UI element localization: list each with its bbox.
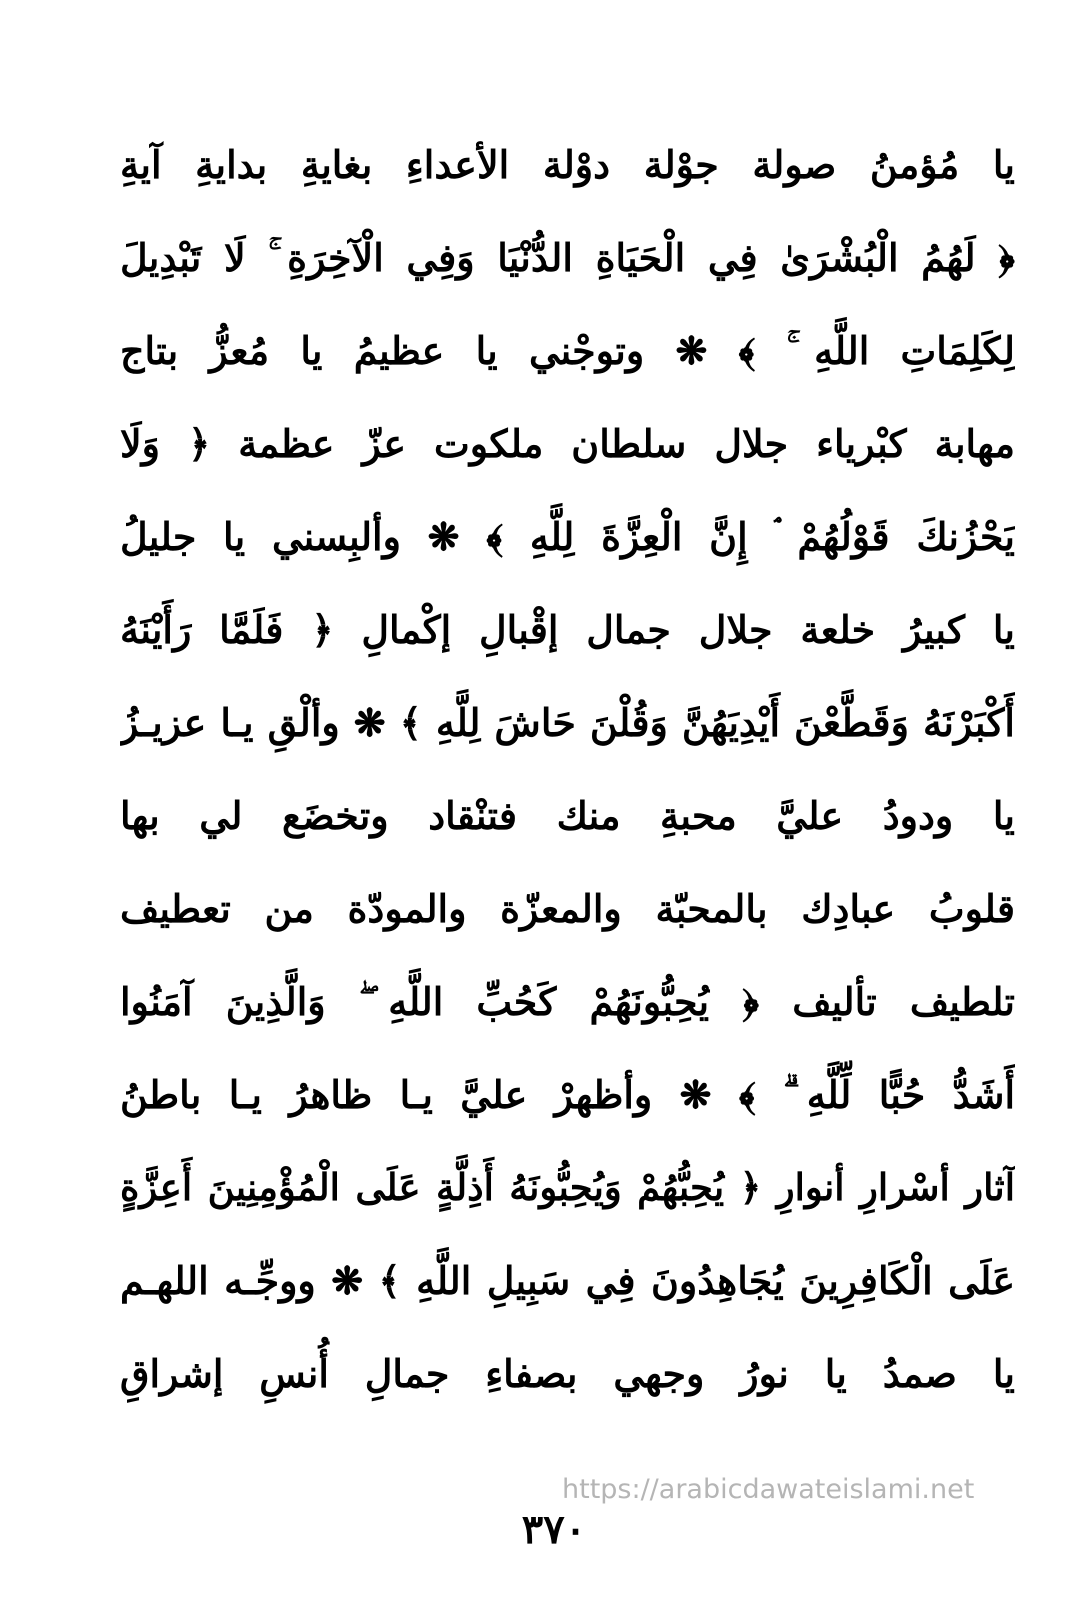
text-line: ﴿ لَهُمُ الْبُشْرَىٰ فِي الْحَيَاةِ الدُّنْيَا وَفِي الْآخِرَةِ ۚ لَا تَبْدِيلَ xyxy=(120,235,1015,280)
text-line: أَشَدُّ حُبًّا لِّلَّهِ ۗ ﴾ ❋ وأظهرْ عليَّ يـا ظاهرُ يـا باطنُ xyxy=(120,1072,1015,1117)
text-line: يا مُؤمنُ صولة جوْلة دوْلة الأعداءِ بغايةِ بدايةِ آيةِ xyxy=(120,142,1015,187)
arabic-text-block xyxy=(120,118,1015,1420)
text-line: عَلَى الْكَافِرِينَ يُجَاهِدُونَ فِي سَبِيلِ اللَّهِ ﴾ ❋ ووجِّـه اللهـم xyxy=(120,1258,1015,1303)
text-line: لِكَلِمَاتِ اللَّهِ ۚ ﴾ ❋ وتوجْني يا عظيمُ يا مُعزُّ بتاج xyxy=(120,328,1015,373)
text-line: قلوبُ عبادِك بالمحبّة والمعزّة والمودّة من تعطيف xyxy=(120,886,1015,931)
text-line: مهابة كبْرياء جلال سلطان ملكوت عزّ عظمة ﴿ وَلَا xyxy=(120,421,1015,466)
text-line: يَحْزُنكَ قَوْلُهُمْ ۘ إِنَّ الْعِزَّةَ لِلَّهِ ﴾ ❋ وألبِسني يا جليلُ xyxy=(120,514,1015,559)
website-watermark: https://arabicdawateislami.net xyxy=(562,1474,975,1505)
text-line: تلطيف تأليف ﴿ يُحِبُّونَهُمْ كَحُبِّ اللَّهِ ۖ وَالَّذِينَ آمَنُوا xyxy=(120,979,1015,1024)
text-line: يا ودودُ عليَّ محبةِ منك فتنْقاد وتخضَع لي بها xyxy=(120,793,1015,838)
text-line: يا صمدُ يا نورُ وجهي بصفاءِ جمالِ أُنسِ إشراقِ xyxy=(120,1351,1015,1396)
text-line: آثار أسْرارِ أنوارِ ﴿ يُحِبُّهُمْ وَيُحِبُّونَهُ أَذِلَّةٍ عَلَى الْمُؤْمِنِينَ أَعِزَّةٍ xyxy=(120,1165,1015,1209)
text-line: يا كبيرُ خلعة جلال جمال إقْبالِ إكْمالِ ﴿ فَلَمَّا رَأَيْنَهُ xyxy=(120,607,1015,652)
page-number: ٣٧٠ xyxy=(521,1506,587,1553)
text-line: أَكْبَرْنَهُ وَقَطَّعْنَ أَيْدِيَهُنَّ وَقُلْنَ حَاشَ لِلَّهِ ﴾ ❋ وألْقِ يـا عزيـزُ xyxy=(120,700,1015,745)
